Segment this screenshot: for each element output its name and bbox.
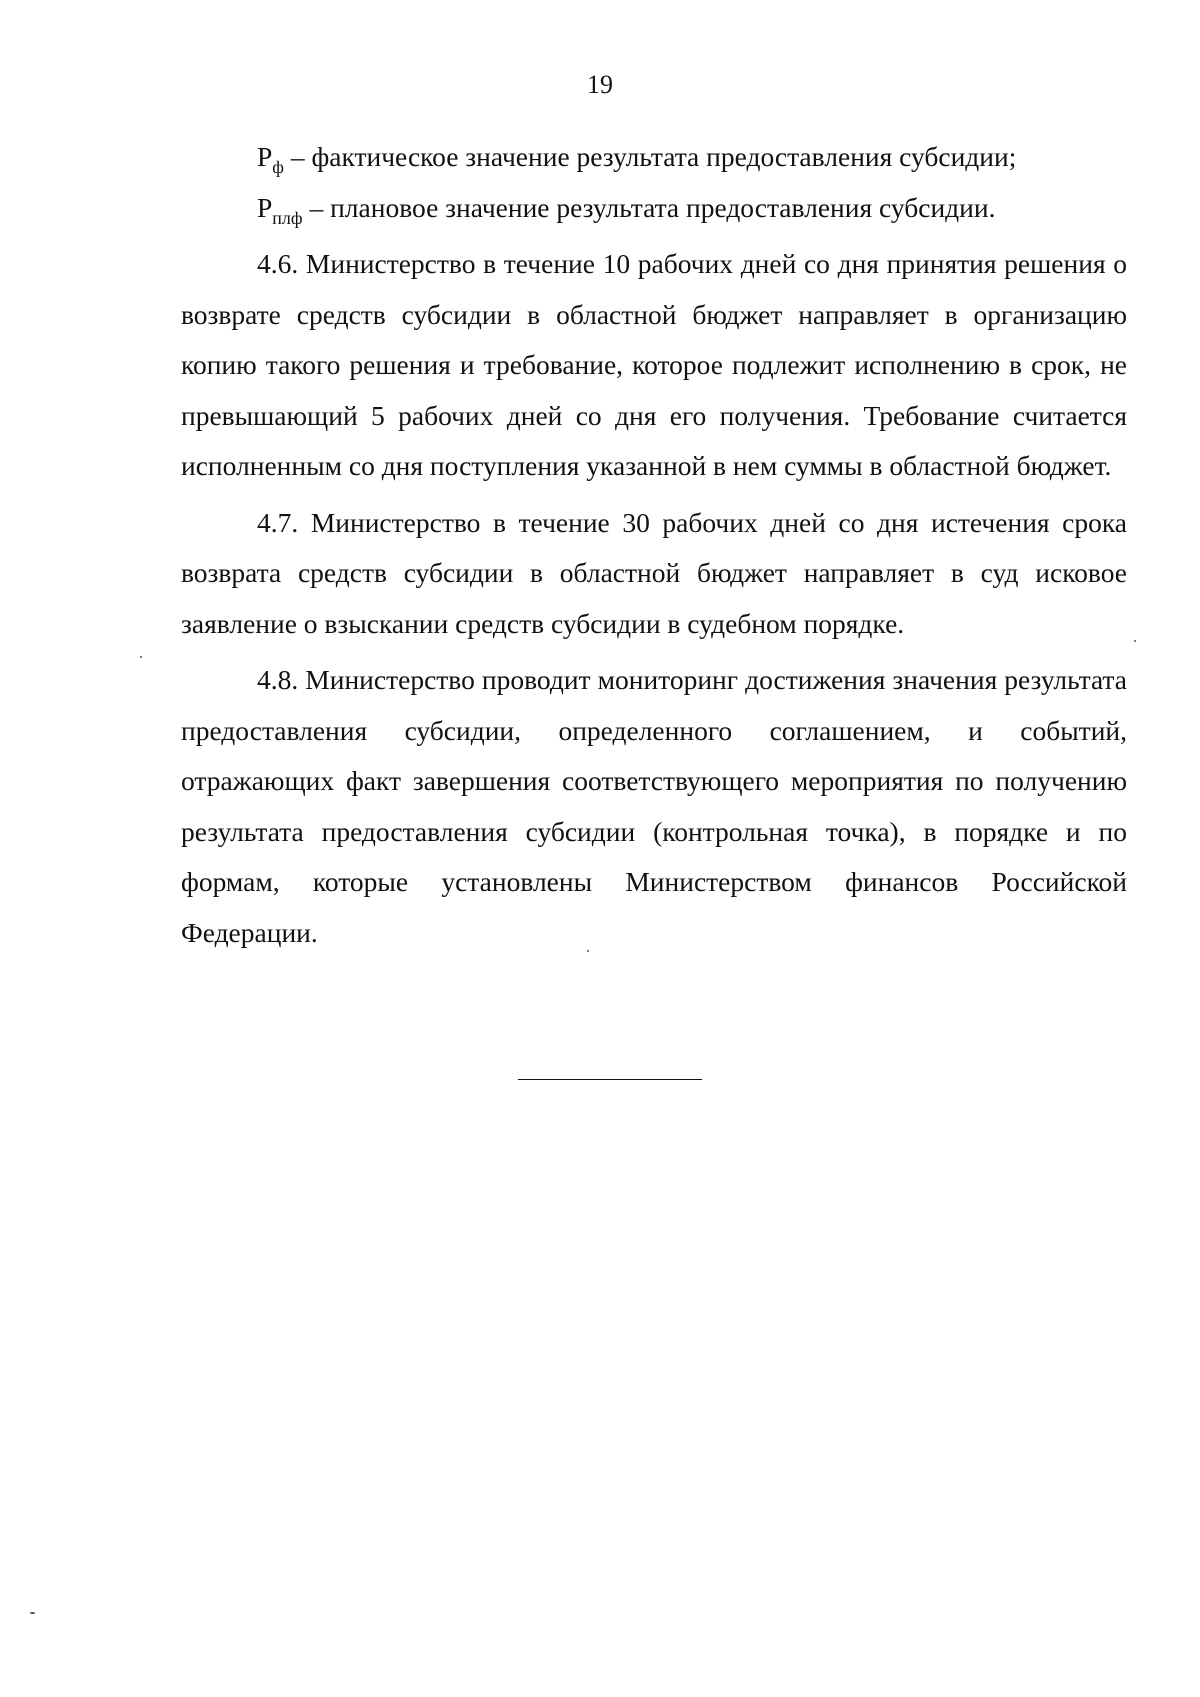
end-of-document-rule [518,1079,702,1080]
scan-speck [1134,640,1136,642]
subscript-plf: плф [272,207,303,228]
definition-planned-value [181,183,1127,234]
document-body [181,132,1127,958]
definition-actual-value [181,132,1127,183]
symbol-p: P [257,191,273,223]
paragraph-4-7: 4.7. Министерство в течение 30 рабочих дней со дня истечения срока возврата средств субсидии в областной бюджет направляет в суд исковое заявление о взыскании средств субсидии в судебном порядке. [181,506,1127,639]
definition-text: – фактическое значение результата предоставления субсидии; [283,141,1017,172]
paragraph-4-6: 4.6. Министерство в течение 10 рабочих дней со дня принятия решения о возврате средств субсидии в областной бюджет направляет в организацию копию такого решения и требование, которое подлежит исполнению в срок, не превышающий 5 рабочих дней со дня его получения. Требование считается исполненным со дня поступления указанной в нем суммы в областной бюджет. [181,248,1127,481]
symbol-p: P [257,141,273,172]
scan-speck [30,1612,35,1614]
paragraph-4-8: 4.8. Министерство проводит мониторинг достижения значения результата предоставления субсидии, определенного соглашением, и событий, отражающих факт завершения соответствующего мероприятия по получению результата предоставления субсидии (контрольная точка), в порядке и по формам, которые установлены Министерством финансов Российской Федерации. [181,664,1127,948]
definition-text: – плановое значение результата предоставления субсидии. [302,191,996,223]
subscript-f: ф [272,157,284,177]
scan-speck [140,656,142,658]
page-number: 19 [587,70,613,99]
scan-speck [587,950,589,952]
